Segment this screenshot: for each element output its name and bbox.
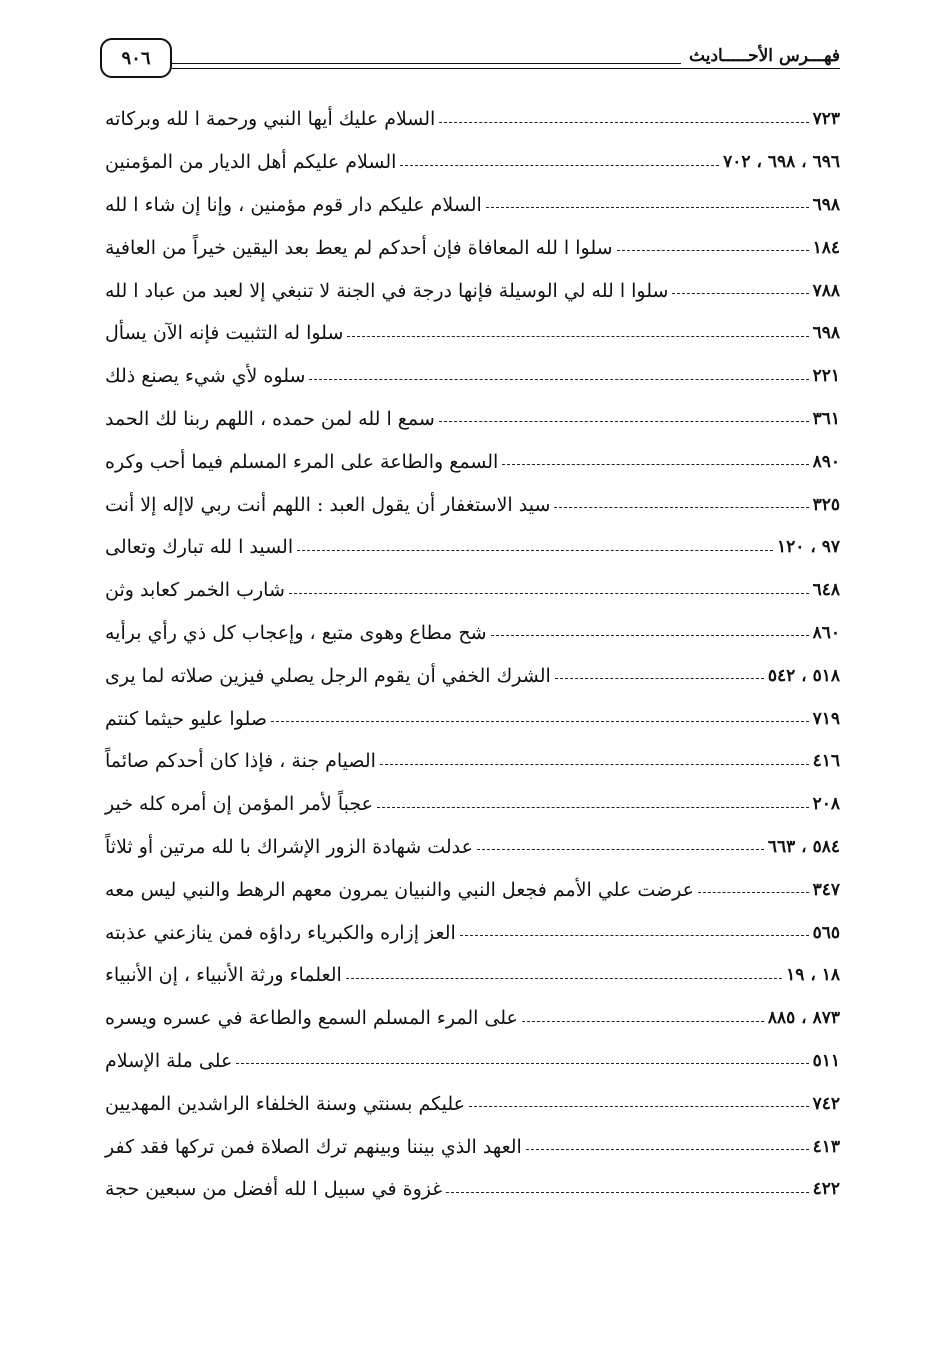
dotted-leader [617,250,809,251]
index-entry [105,911,840,954]
dotted-leader [439,122,808,123]
page-references: ٥١١ [812,1050,840,1071]
page-references: ٦٩٦ ، ٦٩٨ ، ٧٠٢ [723,152,840,173]
hadith-text: العز إزاره والكبرياء رداؤه فمن ينازعني عذبته [105,921,456,944]
index-entry [105,1125,840,1168]
page-references: ١٨ ، ١٩ [786,965,840,986]
page-number-frame [100,38,172,78]
page-references: ٦٤٨ [812,580,840,601]
index-entry [105,612,840,655]
index-entry [105,526,840,569]
page-references: ٧١٩ [812,708,840,729]
hadith-text: السيد ا لله تبارك وتعالى [105,536,294,559]
index-entry [105,1168,840,1211]
hadith-text: عجباً لأمر المؤمن إن أمره كله خير [105,793,373,816]
index-entry [105,312,840,355]
dotted-leader [491,635,809,636]
hadith-text: سلوا له التثبيت فإنه الآن يسأل [105,322,344,345]
page-references: ١٨٤ [812,237,840,258]
dotted-leader [346,978,782,979]
dotted-leader [297,550,773,551]
index-entry [105,954,840,997]
index-entry [105,483,840,526]
index-entry [105,868,840,911]
hadith-text: السلام عليكم دار قوم مؤمنين ، وإنا إن شاء ا لله [105,193,482,216]
dotted-leader [236,1063,808,1064]
index-entry [105,654,840,697]
hadith-text: سلوا ا لله المعافاة فإن أحدكم لم يعط بعد اليقين خيراً من العافية [105,236,613,259]
page-references: ٨٧٣ ، ٨٨٥ [767,1008,840,1029]
index-entry [105,783,840,826]
section-title: فهـــرس الأحـــــاديث [681,46,840,66]
page-references: ٩٧ ، ١٢٠ [777,537,840,558]
hadith-text: السلام عليك أيها النبي ورحمة ا لله وبركاته [105,108,436,131]
page-references: ٤١٦ [812,751,840,772]
dotted-leader [400,165,719,166]
page-references: ٢٢١ [812,366,840,387]
hadith-text: الصيام جنة ، فإذا كان أحدكم صائماً [105,750,376,773]
index-entry [105,269,840,312]
page-references: ٧٢٣ [812,109,840,130]
page-number: ٩٠٦ [121,47,151,69]
index-entry [105,355,840,398]
hadith-text: سلوه لأي شيء يصنع ذلك [105,365,306,388]
hadith-text: على ملة الإسلام [105,1049,233,1072]
hadith-text: غزوة في سبيل ا لله أفضل من سبعين حجة [105,1178,443,1201]
index-entry [105,569,840,612]
dotted-leader [477,849,764,850]
running-header [100,38,840,80]
page-references: ٣٤٧ [812,879,840,900]
page-references: ٨٦٠ [812,622,840,643]
hadith-text: السلام عليكم أهل الديار من المؤمنين [105,151,397,174]
hadith-text: سيد الاستغفار أن يقول العبد : اللهم أنت ربي لاإله إلا أنت [105,493,551,516]
index-entry [105,1040,840,1083]
hadith-text: السمع والطاعة على المرء المسلم فيما أحب وكره [105,450,499,473]
dotted-leader [289,593,809,594]
page-references: ٤١٣ [812,1136,840,1157]
dotted-leader [554,507,808,508]
hadith-text: شارب الخمر كعابد وثن [105,579,285,602]
hadith-text: عليكم بسنتي وسنة الخلفاء الراشدين المهديين [105,1092,465,1115]
dotted-leader [439,421,809,422]
index-entry [105,398,840,441]
page-references: ٥١٨ ، ٥٤٢ [767,665,840,686]
page-references: ٣٦١ [812,408,840,429]
dotted-leader [555,678,764,679]
page-references: ٢٠٨ [812,794,840,815]
dotted-leader [502,464,808,465]
dotted-leader [672,293,808,294]
dotted-leader [460,935,809,936]
index-entry [105,440,840,483]
hadith-text: شح مطاع وهوى متبع ، وإعجاب كل ذي رأي برأيه [105,621,487,644]
hadith-text: العهد الذي بيننا وبينهم ترك الصلاة فمن تركها فقد كفر [105,1135,522,1158]
index-entry [105,997,840,1040]
page-references: ٥٨٤ ، ٦٦٣ [767,836,840,857]
dotted-leader [469,1106,809,1107]
page-references: ٥٦٥ [812,922,840,943]
dotted-leader [698,892,809,893]
dotted-leader [380,764,809,765]
index-entry [105,1082,840,1125]
header-rule-double [172,68,840,69]
index-entry [105,141,840,184]
hadith-text: على المرء المسلم السمع والطاعة في عسره ويسره [105,1007,518,1030]
hadith-text: عرضت علي الأمم فجعل النبي والنبيان يمرون معهم الرهط والنبي ليس معه [105,878,694,901]
dotted-leader [526,1149,809,1150]
dotted-leader [446,1192,808,1193]
hadith-text: عدلت شهادة الزور الإشراك با لله مرتين أو ثلاثاً [105,835,473,858]
dotted-leader [309,379,808,380]
index-entry [105,226,840,269]
index-entry [105,697,840,740]
page-references: ٧٨٨ [812,280,840,301]
page-references: ٨٩٠ [812,451,840,472]
index-entry [105,98,840,141]
page-references: ٦٩٨ [812,194,840,215]
dotted-leader [377,807,809,808]
hadith-text: سلوا ا لله لي الوسيلة فإنها درجة في الجنة لا تنبغي إلا لعبد من عباد ا لله [105,279,669,302]
hadith-text: العلماء ورثة الأنبياء ، إن الأنبياء [105,964,342,987]
dotted-leader [486,207,809,208]
dotted-leader [271,721,809,722]
page-references: ٧٤٢ [812,1093,840,1114]
index-entry [105,740,840,783]
hadith-text: سمع ا لله لمن حمده ، اللهم ربنا لك الحمد [105,407,435,430]
hadith-text: صلوا عليو حيثما كنتم [105,707,267,730]
page-references: ٤٢٢ [812,1179,840,1200]
dotted-leader [522,1021,764,1022]
hadith-text: الشرك الخفي أن يقوم الرجل يصلي فيزين صلاته لما يرى [105,664,551,687]
page-references: ٣٢٥ [812,494,840,515]
dotted-leader [347,336,808,337]
page-references: ٦٩٨ [812,323,840,344]
index-entry [105,826,840,869]
hadith-index-list [105,98,840,1211]
index-entry [105,184,840,227]
